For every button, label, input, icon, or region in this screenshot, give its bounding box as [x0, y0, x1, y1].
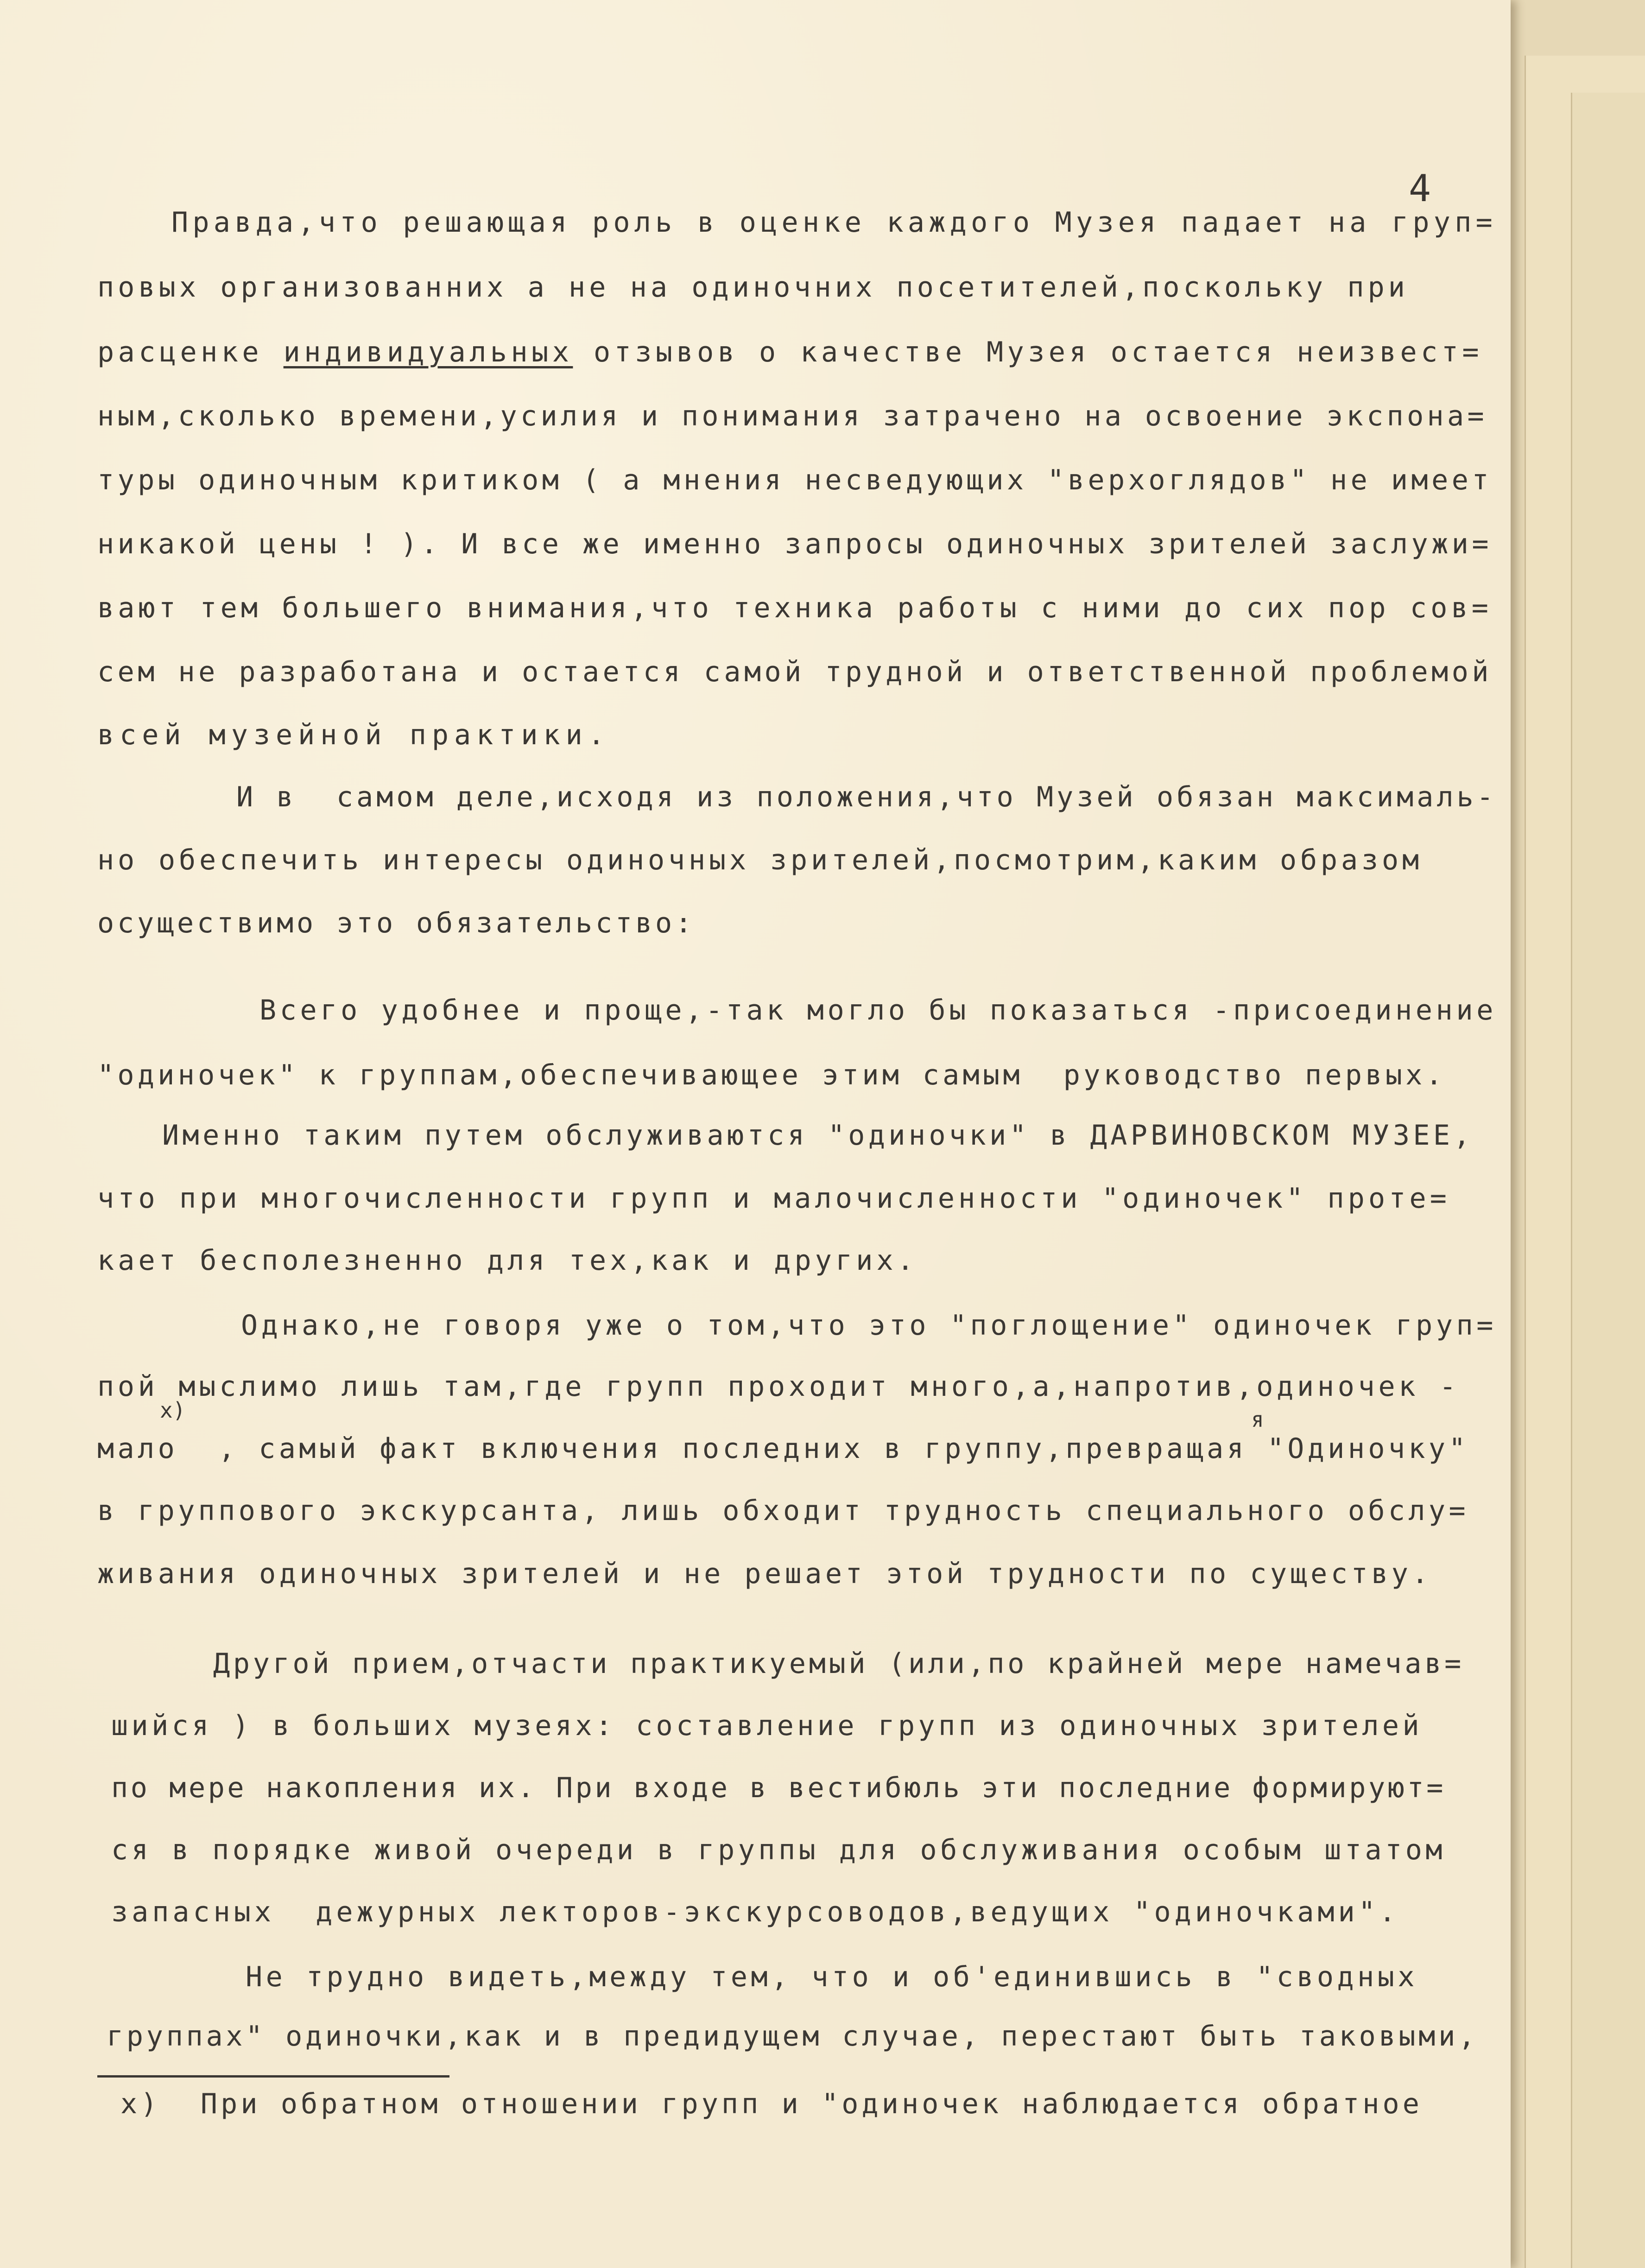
- text-line: [97, 338, 1483, 366]
- text-line: в группового экскурсанта, лишь обходит трудность специального обслу=: [97, 1495, 1469, 1527]
- underlying-sheet: [1571, 93, 1645, 2268]
- text-line: но обеспечить интересы одиночных зрителей,посмотрим,каким образом: [97, 844, 1423, 876]
- text-line: Правда,что решающая роль в оценке каждого Музея падает на груп=: [171, 206, 1497, 239]
- footnote-rule: [97, 2075, 449, 2078]
- handwritten-correction: я: [1251, 1407, 1264, 1432]
- text-line: кает бесполезненно для тех,как и других.: [97, 1244, 917, 1277]
- text-line: всей музейной практики.: [97, 719, 610, 751]
- text-line: шийся ) в больших музеях: составление групп из одиночных зрителей: [111, 1710, 1423, 1742]
- text-line: запасных дежурных лекторов-экскурсоводов,ведущих "одиночками".: [111, 1896, 1399, 1928]
- text-line: Именно таким путем обслуживаются "одиночки" в ДАРВИНОВСКОМ МУЗЕЕ,: [162, 1119, 1474, 1152]
- text-line: Другой прием,отчасти практикуемый (или,по крайней мере намечав=: [213, 1647, 1464, 1680]
- text-line: Не трудно видеть,между тем, что и об'единившись в "сводных: [246, 1961, 1418, 1993]
- text-line: ся в порядке живой очереди в группы для обслуживания особым штатом: [111, 1834, 1446, 1866]
- underlined-word: индивидуальных: [283, 336, 573, 368]
- text-line: Однако,не говоря уже о том,что это "поглощение" одиночек груп=: [241, 1309, 1497, 1342]
- text-segment: расценке: [97, 336, 284, 368]
- footnote-text: x) При обратном отношении групп и "одиночек наблюдается обратное: [120, 2088, 1423, 2120]
- text-line: что при многочисленности групп и малочисленности "одиночек" проте=: [97, 1182, 1450, 1215]
- text-line: Всего удобнее и проще,-так могло бы показаться -присоединение: [259, 994, 1497, 1026]
- text-line: повых организованних а не на одиночних посетителей,поскольку при: [97, 271, 1409, 304]
- text-line: И в самом деле,исходя из положения,что Музей обязан максималь-: [236, 781, 1497, 813]
- page-number: 4: [1409, 167, 1431, 210]
- text-line: живания одиночных зрителей и не решает этой трудности по существу.: [97, 1558, 1432, 1590]
- text-line: по мере накопления их. При входе в вестибюль эти последние формируют=: [111, 1772, 1446, 1804]
- text-line: "одиночек" к группам,обеспечивающее этим самым руководство первых.: [97, 1059, 1446, 1091]
- text-segment: отзывов о качестве Музея остается неизвест=: [573, 336, 1483, 368]
- text-line: вают тем большего внимания,что техника работы с ними до сих пор сов=: [97, 592, 1492, 624]
- footnote-marker: x): [160, 1398, 186, 1423]
- text-line: мало , самый факт включения последних в группу,превращая "Одиночку": [97, 1432, 1469, 1465]
- text-line: ным,сколько времени,усилия и понимания затрачено на освоение экспона=: [97, 400, 1487, 432]
- text-line: сем не разработана и остается самой трудной и ответственной проблемой: [97, 656, 1492, 688]
- text-line: осуществимо это обязательство:: [97, 907, 695, 939]
- text-line: пой мыслимо лишь там,где групп проходит много,а,напротив,одиночек -: [97, 1370, 1460, 1403]
- text-line: группах" одиночки,как и в предидущем случае, перестают быть таковыми,: [107, 2020, 1478, 2053]
- text-line: туры одиночным критиком ( а мнения несведующих "верхоглядов" не имеет: [97, 464, 1492, 496]
- text-line: никакой цены ! ). И все же именно запросы одиночных зрителей заслужи=: [97, 528, 1492, 560]
